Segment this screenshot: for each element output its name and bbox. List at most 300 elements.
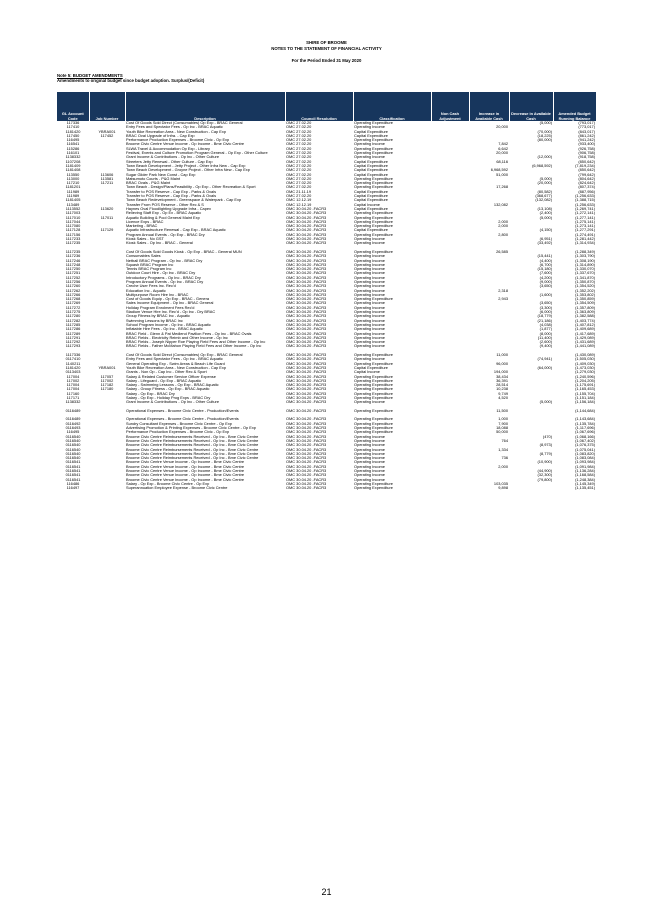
balance-cell: (906,758) bbox=[578, 151, 595, 156]
increase-cell: 7,842 bbox=[498, 142, 508, 147]
classification-cell: Operating Income bbox=[354, 314, 385, 319]
council-resolution-cell: OMC 30.04.20 -FACR3 bbox=[286, 292, 327, 297]
classification-cell: Operating Expenditure bbox=[354, 232, 393, 237]
increase-cell: 28,514 bbox=[496, 383, 508, 388]
council-resolution-cell: OMC 30.04.20 -FACR3 bbox=[286, 219, 327, 224]
gl-account-cell: 117171 bbox=[66, 396, 80, 400]
council-resolution-cell: OMC 30.04.20 -FACR3 bbox=[286, 383, 327, 388]
increase-cell: 1,000 bbox=[498, 417, 508, 422]
increase-cell: 2,000 bbox=[498, 219, 508, 224]
description-cell: Entry Fees and Spectator Fees - Op Inc - BRAC Aquatic bbox=[126, 125, 223, 130]
classification-cell: Operating Income bbox=[354, 438, 385, 443]
council-resolution-cell: OMC 30.04.20 -FACR3 bbox=[286, 241, 327, 246]
job-number-cell: 117011 bbox=[100, 215, 114, 220]
balance-cell: (1,354,520) bbox=[575, 284, 595, 289]
balance-cell: (1,505,030) bbox=[575, 357, 595, 362]
gl-account-cell: 1181201 bbox=[65, 185, 81, 190]
increase-cell: 2,943 bbox=[498, 297, 508, 302]
council-resolution-cell: OMC 30.04.20 -FACR3 bbox=[286, 421, 327, 426]
increase-cell: 2,318 bbox=[498, 288, 508, 293]
description-cell: General Operating Exp - Swim Areas & Beach Life Guard bbox=[126, 361, 225, 366]
decrease-cell: (32,300) bbox=[537, 473, 552, 478]
gl-account-cell: 0116541 bbox=[65, 460, 81, 465]
gl-account-cell: 117004 bbox=[66, 387, 80, 392]
increase-cell: 1,334 bbox=[498, 447, 508, 452]
classification-cell: Operating Income bbox=[354, 267, 385, 272]
non-cash-cell bbox=[431, 486, 469, 490]
classification-cell: Operating Income bbox=[354, 258, 385, 263]
description-cell: Broome Civic Centre Reimbursements Received - Op Inc - Bme Civic Centre bbox=[126, 456, 259, 461]
decrease-cell: (12,000) bbox=[537, 155, 552, 160]
decrease-cell: (6,951) bbox=[539, 237, 552, 242]
council-resolution-cell: OMC 30.04.20 -FACR3 bbox=[286, 357, 327, 362]
decrease-cell: (1,877) bbox=[539, 327, 552, 332]
balance-cell: (1,429,089) bbox=[575, 335, 595, 340]
gl-account-cell: 0116540 bbox=[65, 456, 81, 461]
decrease-cell: (5,000) bbox=[539, 121, 552, 125]
description-cell: BRAC Fields - Joseph Nipper Roe Playing Field Fees and Other Income - Op Inc bbox=[126, 340, 266, 345]
classification-cell: Operating Income bbox=[354, 275, 385, 280]
decrease-cell: (11,400) bbox=[537, 335, 552, 340]
description-cell: Aquatic Building & Pool General Maint Exp bbox=[126, 215, 200, 220]
gl-account-cell: 1117080 bbox=[65, 224, 81, 229]
decrease-cell: (368,677) bbox=[535, 194, 552, 199]
description-cell: Town Beach Development - Jetty Project - Other Infra New - Cap Exp bbox=[126, 163, 246, 168]
gl-account-cell: 117160 bbox=[66, 391, 80, 396]
council-resolution-cell: OMC 30.04.20 -FACR3 bbox=[286, 400, 327, 405]
balance-cell: (1,143,684) bbox=[575, 417, 595, 422]
classification-cell: Operating Expenditure bbox=[354, 421, 393, 426]
job-number-cell: 117002 bbox=[100, 378, 114, 383]
balance-cell: (1,441,089) bbox=[575, 344, 595, 349]
gl-account-cell: 1113552 bbox=[65, 206, 81, 211]
description-cell: Salary & Related Customer Service Officer Expense bbox=[126, 374, 216, 379]
council-resolution-cell: OMC 27.02.20 bbox=[286, 159, 312, 164]
classification-cell: Operating Expenditure bbox=[354, 146, 393, 151]
council-resolution-cell: OMC 30.04.20 -FACR3 bbox=[286, 344, 327, 349]
decrease-cell: (13,108) bbox=[537, 206, 552, 211]
description-cell: Town Beach - Design/Plans/Feasibility - Op Exp - Other Recreation & Sport bbox=[126, 185, 256, 190]
classification-cell: Operating Expenditure bbox=[354, 387, 393, 392]
council-resolution-cell: OMC 27.02.20 bbox=[286, 168, 312, 173]
description-cell: Swimming Lessons by BRAC Inc bbox=[126, 318, 183, 323]
classification-cell: Operating Expenditure bbox=[354, 297, 393, 302]
table-header-row bbox=[57, 92, 596, 121]
classification-cell: Operating Expenditure bbox=[354, 121, 393, 125]
gl-account-cell: 0113403 bbox=[65, 370, 81, 375]
council-resolution-cell: OMC 30.04.20 -FACR3 bbox=[286, 237, 327, 242]
statement-title: NOTES TO THE STATEMENT OF FINANCIAL ACTIVITY bbox=[271, 46, 382, 51]
council-resolution-cell: OMC 27.02.20 bbox=[286, 163, 312, 168]
description-cell: Performance Production Expenses - Broome Civic - Op Exp bbox=[126, 138, 230, 143]
increase-cell: 2,000 bbox=[498, 224, 508, 229]
council-resolution-cell: OMC 27.02.20 bbox=[286, 155, 312, 160]
increase-cell: 194,000 bbox=[493, 370, 508, 375]
decrease-cell: (21,186) bbox=[537, 318, 552, 323]
increase-cell: 96,000 bbox=[496, 361, 508, 366]
council-resolution-cell: OMC 30.04.20 -FACR3 bbox=[286, 365, 327, 370]
council-resolution-cell: OMC 12.12.19 bbox=[286, 202, 312, 207]
description-cell: Outdoor Court Hire - Op Inc - BRAC Dry bbox=[126, 271, 196, 276]
classification-cell: Operating Income bbox=[354, 340, 385, 345]
description-cell: Broome Civic Centre Reimbursements Received - Op Inc - Bme Civic Centre bbox=[126, 451, 259, 456]
balance-cell: (1,314,890) bbox=[575, 262, 595, 267]
balance-cell: (1,135,451) bbox=[575, 486, 595, 491]
balance-cell: (1,135,784) bbox=[575, 421, 595, 426]
gl-account-cell: 1117003 bbox=[65, 211, 81, 216]
council-resolution-cell: OMC 30.04.20 -FACR3 bbox=[286, 378, 327, 383]
balance-cell: (1,117,696) bbox=[575, 426, 595, 431]
balance-cell: (1,067,696) bbox=[575, 430, 595, 435]
description-cell: Performance Production Expenses - Broome Civic - Op Exp bbox=[126, 430, 230, 435]
description-cell: Superannuation Employee Expense - Broome Civic Centre bbox=[126, 486, 228, 491]
classification-cell: Operating Expenditure bbox=[354, 383, 393, 388]
classification-cell: Operating Income bbox=[354, 271, 385, 276]
balance-cell: (1,431,689) bbox=[575, 340, 595, 345]
classification-cell: Operating Expenditure bbox=[354, 215, 393, 220]
classification-cell: Capital Expenditure bbox=[354, 168, 388, 173]
balance-cell: (1,151,184) bbox=[575, 396, 595, 400]
council-resolution-cell: OMC 30.04.20 -FACR3 bbox=[286, 310, 327, 315]
job-number-cell: 117129 bbox=[100, 228, 114, 233]
council-resolution-cell: OMC 30.04.20 -FACR3 bbox=[286, 271, 327, 276]
gl-account-cell: 0116492 bbox=[65, 421, 81, 426]
balance-cell: (773,017) bbox=[578, 125, 595, 130]
balance-cell: (918,758) bbox=[578, 155, 595, 160]
balance-cell: (850,642) bbox=[578, 159, 595, 164]
balance-cell: (799,642) bbox=[578, 172, 595, 177]
balance-cell: (1,409,030) bbox=[575, 361, 595, 366]
classification-cell: Operating Expenditure bbox=[354, 176, 393, 181]
balance-cell: (850,642) bbox=[578, 168, 595, 173]
description-cell: Broome Civic Centre Venue Income - Op Income - Bme Civic Centre bbox=[126, 473, 245, 478]
description-cell: Broome Civic Centre Venue Income - Op Income - Bme Civic Centre bbox=[126, 477, 245, 482]
gl-account-cell: 113489 bbox=[66, 202, 80, 207]
classification-cell: Operating Expenditure bbox=[354, 417, 393, 422]
council-resolution-cell: OMC 30.04.20 -FACR3 bbox=[286, 279, 327, 284]
decrease-cell: (79,800) bbox=[537, 477, 552, 482]
council-resolution-cell: OMC 27.02.20 bbox=[286, 194, 312, 199]
description-cell: Transfer to POS Reserve - Cap Exp - Parks & Ovals bbox=[126, 194, 217, 199]
budget-amendments-table bbox=[57, 92, 597, 491]
description-cell: Squash BRAC Program Inc bbox=[126, 262, 174, 267]
increase-cell: 68,116 bbox=[496, 159, 508, 164]
description-cell: Grant Income & Contributions - Op Inc - Other Culture bbox=[126, 155, 219, 160]
balance-cell: (1,155,704) bbox=[575, 391, 595, 396]
gl-account-cell: 117336 bbox=[66, 121, 80, 125]
council-resolution-cell: OMC 27.02.20 bbox=[286, 133, 312, 138]
decrease-cell: (20,000) bbox=[537, 181, 552, 186]
balance-cell: (926,758) bbox=[578, 146, 595, 151]
gl-account-cell: 1117336 bbox=[65, 353, 81, 358]
description-cell: Multipurpose Room Hire Inc - BRAC bbox=[126, 292, 189, 297]
council-resolution-cell: OMC 30.04.20 -FACR3 bbox=[286, 387, 327, 392]
council-resolution-cell: OMC 30.04.20 -FACR3 bbox=[286, 232, 327, 237]
decrease-cell bbox=[509, 486, 553, 490]
council-resolution-cell: OMC 30.04.20 -FACR3 bbox=[286, 335, 327, 340]
decrease-cell: (2,600) bbox=[539, 340, 552, 345]
decrease-cell: (3,650) bbox=[539, 284, 552, 289]
description-cell: Program Annual Events - Op Exp - BRAC Dry bbox=[126, 232, 205, 237]
gl-account-cell: 113550 bbox=[66, 172, 80, 177]
balance-cell: (1,275,141) bbox=[575, 219, 595, 224]
gl-account-cell: 1117268 bbox=[65, 297, 81, 302]
decrease-cell: (5,000) bbox=[539, 215, 552, 220]
gl-account-cell: 1181409 bbox=[65, 163, 81, 168]
council-resolution-cell: OMC 30.04.20 -FACR3 bbox=[286, 447, 327, 452]
classification-cell: Operating Income bbox=[354, 400, 385, 405]
col-council-resolution: Council Resolution bbox=[285, 92, 353, 121]
council-resolution-cell: OMC 30.04.20 -FACR3 bbox=[286, 284, 327, 289]
balance-cell: (1,274,491) bbox=[575, 232, 595, 237]
description-cell: Salary - Lifeguard - Op Exp - BRAC Aquatic bbox=[126, 378, 202, 383]
council-resolution-cell: OMC 30.04.20 -FACR3 bbox=[286, 430, 327, 435]
description-cell: Consumables Sales bbox=[126, 254, 161, 259]
decrease-cell: (15,441) bbox=[537, 254, 552, 259]
gl-account-cell: 1117044 bbox=[65, 219, 81, 224]
job-number-cell: YBRA001 bbox=[98, 365, 116, 370]
description-cell: Advertising Promotion & Printing Expenses - Broome Civic Centre - Op Exp bbox=[126, 426, 256, 431]
description-cell: Tennis BRAC Program Inc bbox=[126, 267, 172, 272]
classification-cell: Operating Expenditure bbox=[354, 211, 393, 216]
classification-cell: Capital Expenditure bbox=[354, 228, 388, 233]
gl-account-cell: 0116541 bbox=[65, 473, 81, 478]
council-resolution-cell: OMC 30.04.20 -FACR3 bbox=[286, 228, 327, 233]
description-cell: Holiday Program Enrolment Fees Rec'd bbox=[126, 305, 195, 310]
col-increase-available-cash: Increase in Available Cash bbox=[469, 92, 509, 121]
council-resolution-cell: OMC 30.04.20 -FACR3 bbox=[286, 301, 327, 306]
balance-cell: (1,288,349) bbox=[575, 249, 595, 254]
note-subtitle: Amendments to original budget since budget adoption. Surplus/(Deficit) bbox=[57, 78, 205, 83]
council-resolution-cell: OMC 30.04.20 -FACR3 bbox=[286, 340, 327, 345]
classification-cell: Operating Income bbox=[354, 262, 385, 267]
description-cell: BRAC Field - Glenn & Pat Medlend Pavilion Fees - Op Inc - BRAC Ovals bbox=[126, 331, 252, 336]
classification-cell: Operating Expenditure bbox=[354, 138, 393, 143]
gl-account-cell: 0116541 bbox=[65, 464, 81, 469]
gl-account-cell: 1117262 bbox=[65, 288, 81, 293]
council-resolution-cell: OMC 30.04.20 -FACR3 bbox=[286, 396, 327, 400]
balance-cell: (1,272,141) bbox=[575, 211, 595, 216]
council-resolution-cell: OMC 30.04.20 -FACR3 bbox=[286, 267, 327, 272]
balance-cell: (1,145,349) bbox=[575, 481, 595, 486]
balance-cell: (1,409,689) bbox=[575, 327, 595, 332]
decrease-cell: (9,000) bbox=[539, 279, 552, 284]
decrease-cell: (6,000) bbox=[539, 310, 552, 315]
balance-cell: (7,819,234) bbox=[575, 163, 595, 168]
classification-cell: Operating Income bbox=[354, 443, 385, 448]
decrease-cell: (5,000) bbox=[539, 400, 552, 405]
balance-cell: (793,017) bbox=[578, 121, 595, 125]
council-resolution-cell: OMC 30.04.20 -FACR3 bbox=[286, 477, 327, 482]
classification-cell: Operating Expenditure bbox=[354, 486, 393, 491]
description-cell: Broome Civic Centre Reimbursements Received - Op Inc - Bme Civic Centre bbox=[126, 447, 259, 452]
decrease-cell: (10,900) bbox=[537, 460, 552, 465]
council-resolution-cell: OMC 12.12.19 bbox=[286, 198, 312, 203]
gl-account-cell: 116486 bbox=[66, 481, 80, 486]
balance-cell: (1,314,934) bbox=[575, 241, 595, 246]
balance-cell: (1,403,774) bbox=[575, 318, 595, 323]
description-cell: Transfer From POS Reserve - Other Rec & S bbox=[126, 202, 204, 207]
balance-cell: (1,136,284) bbox=[575, 469, 595, 474]
classification-cell: Capital Income bbox=[354, 370, 380, 375]
classification-cell: Operating Income bbox=[354, 288, 385, 293]
classification-cell: Operating Income bbox=[354, 473, 385, 478]
balance-cell: (1,256,633) bbox=[575, 194, 595, 199]
increase-cell: 50,000 bbox=[496, 430, 508, 435]
increase-cell: 764 bbox=[501, 438, 508, 443]
classification-cell: Operating Income bbox=[354, 464, 385, 469]
balance-cell: (1,337,670) bbox=[575, 271, 595, 276]
description-cell: Streeters Jetty Renewal - Other Culture - Cap Exp bbox=[126, 159, 213, 164]
classification-cell: Operating Income bbox=[354, 279, 385, 284]
description-cell: Salary - Group Fitness - Op Exp - BRAC Aquatic bbox=[126, 387, 210, 392]
decrease-cell: (9,400) bbox=[539, 344, 552, 349]
increase-cell: 17,268 bbox=[496, 185, 508, 190]
increase-cell: 18,088 bbox=[496, 426, 508, 431]
council-resolution-cell: OMC 30.04.20 -FACR3 bbox=[286, 460, 327, 465]
gl-account-cell: 116495 bbox=[66, 138, 80, 143]
classification-cell: Operating Income bbox=[354, 241, 385, 246]
balance-cell: (1,350,859) bbox=[575, 297, 595, 302]
decrease-cell: (7,600) bbox=[539, 271, 552, 276]
council-resolution-cell: OMC 30.04.20 -FACR3 bbox=[286, 215, 327, 220]
balance-cell: (1,083,820) bbox=[575, 451, 595, 456]
council-resolution-cell: OMC 30.04.20 -FACR3 bbox=[286, 249, 327, 254]
council-resolution-cell: OMC 27.02.20 bbox=[286, 181, 312, 186]
balance-cell: (933,400) bbox=[578, 142, 595, 147]
balance-cell: (1,269,741) bbox=[575, 206, 595, 211]
classification-cell: Capital Expenditure bbox=[354, 163, 388, 168]
council-resolution-cell: OMC 30.04.20 -FACR3 bbox=[286, 314, 327, 319]
classification-cell: Capital Income bbox=[354, 202, 380, 207]
classification-cell: Operating Expenditure bbox=[354, 353, 393, 358]
council-resolution-cell: OMC 30.04.20 -FACR3 bbox=[286, 305, 327, 310]
balance-cell: (1,091,984) bbox=[575, 464, 595, 469]
decrease-cell: (33,492) bbox=[537, 241, 552, 246]
classification-cell: Operating Income bbox=[354, 331, 385, 336]
col-decrease-available-cash: Decrease in Available Cash bbox=[509, 92, 553, 121]
gl-account-cell: 116497 bbox=[66, 486, 80, 491]
gl-account-cell: 1117282 bbox=[65, 318, 81, 323]
gl-account-cell: 0116540 bbox=[65, 438, 81, 443]
decrease-cell: (8,779) bbox=[539, 451, 552, 456]
council-resolution-cell: OMC 30.04.20 -FACR3 bbox=[286, 464, 327, 469]
gl-account-cell: 0116541 bbox=[65, 469, 81, 474]
balance-cell: (807,374) bbox=[578, 185, 595, 190]
description-cell: Broome Civic Centre Venue Income - Op Income - Bme Civic Centre bbox=[126, 469, 245, 474]
decrease-cell: (4,200) bbox=[539, 275, 552, 280]
description-cell: Sales Income Equipment - Op Inc - BRAC General bbox=[126, 301, 214, 306]
description-cell: Netball BRAC Program - Op Inc - BRAC Dry bbox=[126, 258, 203, 263]
table-body bbox=[57, 121, 596, 491]
council-resolution-cell: OMC 30.04.20 -FACR3 bbox=[286, 408, 327, 413]
classification-cell: Operating Expenditure bbox=[354, 396, 393, 400]
gl-account-cell: 117004 bbox=[66, 374, 80, 379]
classification-cell: Operating Income bbox=[354, 327, 385, 332]
increase-cell: 2,800 bbox=[498, 232, 508, 237]
classification-cell: Operating Expenditure bbox=[354, 219, 393, 224]
gl-account-cell: 1117280 bbox=[65, 314, 81, 319]
col-job-number: Job Number bbox=[89, 92, 125, 121]
balance-cell: (1,330,070) bbox=[575, 267, 595, 272]
increase-cell: 6,968,592 bbox=[490, 168, 508, 173]
description-cell: Sugar Glider Park New Const - Cap Exp bbox=[126, 172, 196, 177]
description-cell: Program Annual Events - Op Inc - BRAC Dry bbox=[126, 279, 204, 284]
balance-cell: (1,175,691) bbox=[575, 383, 595, 388]
council-resolution-cell: OMC 30.04.20 -FACR3 bbox=[286, 370, 327, 375]
increase-cell: 7,900 bbox=[498, 421, 508, 426]
description-cell: Cost Of Goods Sold Direct (Consumables) Op Exp - BRAC General bbox=[126, 353, 243, 358]
gl-account-cell: 117210 bbox=[66, 181, 80, 186]
gl-account-cell: 0116541 bbox=[65, 477, 81, 482]
decrease-cell: (470) bbox=[542, 434, 552, 439]
balance-cell: (1,248,384) bbox=[575, 477, 595, 482]
increase-cell: 26,585 bbox=[496, 249, 508, 254]
description-cell: Cost of Goods Equip - Op Exp - BRAC - Genera bbox=[126, 297, 210, 302]
description-cell: Kiosk Sales - Op Inc - BRAC - General bbox=[126, 241, 193, 246]
decrease-cell: (5,000) bbox=[539, 176, 552, 181]
balance-cell: (1,281,442) bbox=[575, 237, 595, 242]
description-cell: Kiosk Sales - No GST bbox=[126, 237, 164, 242]
increase-cell: 9,898 bbox=[498, 486, 508, 491]
gl-account-cell: 1181420 bbox=[65, 129, 81, 134]
balance-cell: (861,242) bbox=[578, 133, 595, 138]
gl-account-cell: 1117250 bbox=[65, 267, 81, 272]
col-description: Description bbox=[125, 92, 285, 121]
classification-cell: Operating Expenditure bbox=[354, 181, 393, 186]
council-resolution-cell: OMC 27.02.20 bbox=[286, 176, 312, 181]
balance-cell: (1,388,715) bbox=[575, 198, 595, 203]
classification-cell: Capital Expenditure bbox=[354, 172, 388, 177]
balance-cell: (1,083,084) bbox=[575, 456, 595, 461]
description-cell: Town Beach Redevelopment - Greenspace & Waterpark - Cap Exp bbox=[126, 198, 242, 203]
decrease-cell: (1,600) bbox=[539, 292, 552, 297]
description-cell: Transfer to POS Reserve - Cap Exp - Parks & Ovals bbox=[126, 189, 217, 194]
classification-cell: Operating Income bbox=[354, 310, 385, 315]
council-resolution-cell: OMC 27.02.20 bbox=[286, 138, 312, 143]
council-resolution-cell: OMC 30.04.20 -FACR3 bbox=[286, 327, 327, 332]
classification-cell: Operating Income bbox=[354, 318, 385, 323]
description-cell: Entry Fees and Spectator Fees - Op Inc - BRAC Aquatic bbox=[126, 357, 223, 362]
balance-cell: (824,642) bbox=[578, 181, 595, 186]
council-resolution-cell: OMC 30.04.20 -FACR3 bbox=[286, 297, 327, 302]
balance-cell: (1,240,596) bbox=[575, 374, 595, 379]
col-classification: Classification bbox=[353, 92, 431, 121]
gl-account-cell: 116101 bbox=[66, 151, 80, 156]
classification-cell: Capital Expenditure bbox=[354, 206, 388, 211]
increase-cell: 51,000 bbox=[496, 172, 508, 177]
council-resolution-cell: OMC 30.04.20 -FACR3 bbox=[286, 224, 327, 229]
balance-cell: (1,273,141) bbox=[575, 224, 595, 229]
decrease-cell: (8,973) bbox=[539, 443, 552, 448]
classification-cell: Capital Expenditure bbox=[354, 129, 388, 134]
council-resolution-cell: OMC 30.04.20 -FACR3 bbox=[286, 322, 327, 327]
description-cell: Broome Civic Centre Reimbursements Received - Op Inc - Bme Civic Centre bbox=[126, 443, 259, 448]
gl-account-cell: 1140211 bbox=[65, 361, 81, 366]
classification-cell: Operating Income bbox=[354, 451, 385, 456]
balance-cell: (1,156,184) bbox=[575, 400, 595, 405]
council-resolution-cell: OMC 30.04.20 -FACR3 bbox=[286, 275, 327, 280]
gl-account-cell: 1181405 bbox=[65, 198, 81, 203]
classification-cell: Operating Expenditure bbox=[354, 426, 393, 431]
job-number-cell: 117452 bbox=[100, 133, 114, 138]
gl-account-cell: 111989 bbox=[66, 189, 80, 194]
balance-cell: (1,363,809) bbox=[575, 310, 595, 315]
decrease-cell: (18,779) bbox=[537, 314, 552, 319]
balance-cell: (1,165,453) bbox=[575, 387, 595, 392]
council-resolution-cell: OMC 30.04.20 -FACR3 bbox=[286, 391, 327, 396]
increase-cell: 103,035 bbox=[493, 481, 508, 486]
